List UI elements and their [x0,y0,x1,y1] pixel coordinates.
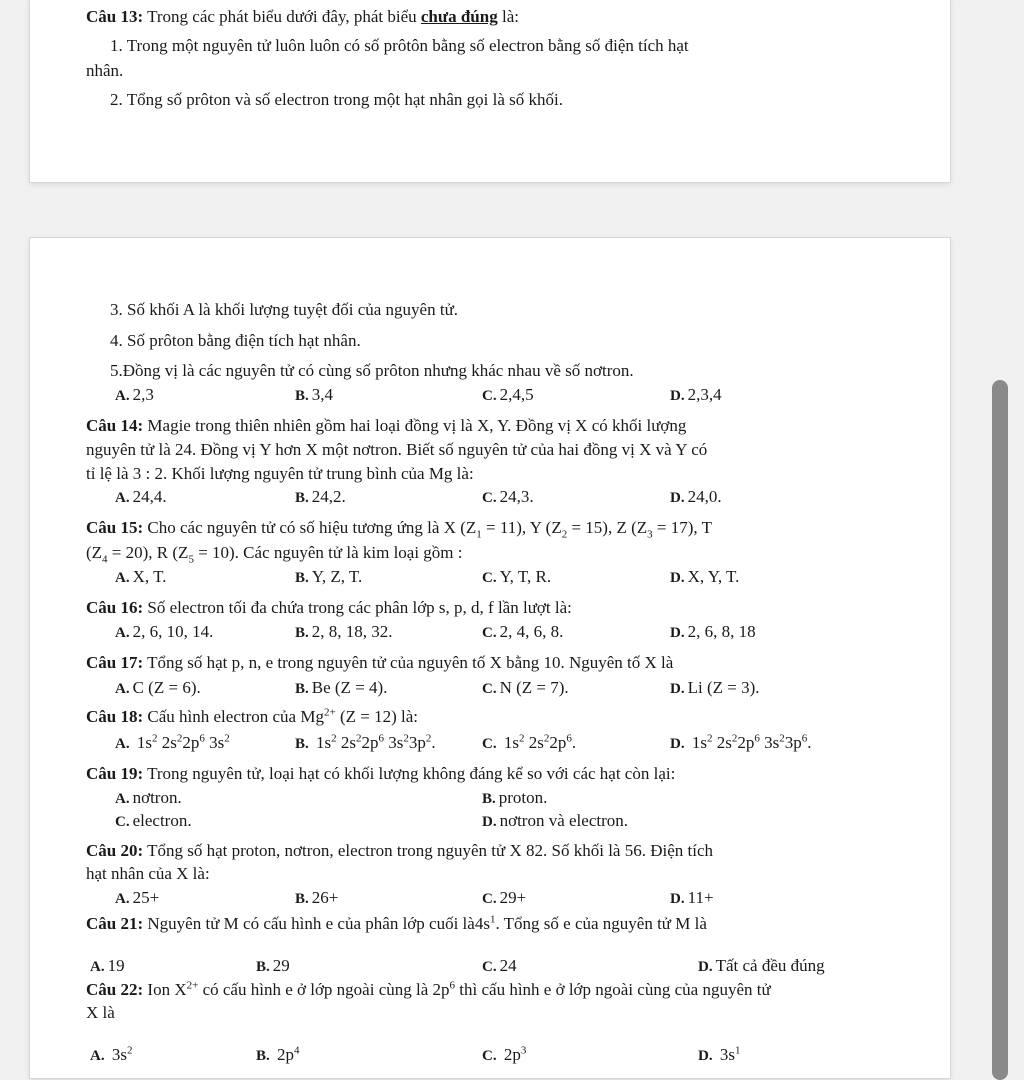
statement-4: 4. Số prôton bằng điện tích hạt nhân. [110,331,361,350]
statement-1: 1. Trong một nguyên tử luôn luôn có số prôtôn bằng số electron bằng số điện tích hạt [110,36,689,55]
option-c: C. 2,4,5 [482,385,534,404]
option-d: D. nơtron và electron. [482,811,629,830]
option-b: B. 24,2. [295,487,346,506]
option-c: C. N (Z = 7). [482,678,569,697]
question-13-stem: Câu 13: Trong các phát biểu dưới đây, phát biểu chưa đúng là: [86,7,519,26]
question-19-stem: Câu 19: Trong nguyên tử, loại hạt có khối lượng không đáng kể so với các hạt còn lại: [86,764,676,783]
statement-1-cont: nhân. [86,61,124,80]
statement-2: 2. Tổng số prôton và số electron trong một hạt nhân gọi là số khối. [110,90,563,109]
question-14-stem: Câu 14: Magie trong thiên nhiên gồm hai loại đồng vị là X, Y. Đồng vị X có khối lượng [86,416,687,435]
option-a: A. 2, 6, 10, 14. [115,622,214,641]
question-22-line-2: X là [86,1003,115,1022]
option-d: D. 2, 6, 8, 18 [670,622,756,641]
option-b: B. 3,4 [295,385,334,404]
question-22-stem: Câu 22: Ion $X^{2+}$ có cấu hình e ở lớp ngoài cùng là $2p^6$ thì cấu hình e ở lớp ngoài cùng của nguyên tử [86,979,771,999]
statement-3: 3. Số khối A là khối lượng tuyệt đối của nguyên tử. [110,300,459,319]
option-b: B. proton. [482,788,548,807]
option-a: A. C (Z = 6). [115,678,201,697]
option-c: C. $1s^2$ $2s^22p^6$. [482,732,577,752]
option-a: A. 19 [90,956,125,975]
question-18-stem: Câu 18: Cấu hình electron của $Mg^{2+}$ (Z = 12) là: [86,706,418,726]
question-20-stem: Câu 20: Tổng số hạt proton, nơtron, electron trong nguyên tử X 82. Số khối là 56. Điện tích [86,841,713,860]
option-d: D. 2,3,4 [670,385,722,404]
question-20-line-2: hạt nhân của X là: [86,864,210,883]
option-b: B. Be (Z = 4). [295,678,388,697]
option-b: B. Y, Z, T. [295,567,363,586]
question-14-line-2: nguyên tử là 24. Đồng vị Y hơn X một nơtron. Biết số nguyên tử của hai đồng vị X và Y có [86,440,708,459]
option-c: C. 29+ [482,888,527,907]
statement-5: 5.Đồng vị là các nguyên tử có cùng số prôton nhưng khác nhau về số nơtron. [110,361,634,380]
option-d: D. Li (Z = 3). [670,678,760,697]
option-c: C. Y, T, R. [482,567,552,586]
option-d: D. $1s^2$ $2s^22p^6$ $3s^23p^6$. [670,732,812,752]
question-14-line-3: tỉ lệ là 3 : 2. Khối lượng nguyên tử trung bình của Mg là: [86,464,474,483]
option-c: C. electron. [115,811,192,830]
option-a: A. 24,4. [115,487,167,506]
option-a: A. $3s^2$ [90,1044,133,1064]
option-c: C. 24 [482,956,517,975]
option-a: A. X, T. [115,567,167,586]
question-15-stem: Câu 15: Cho các nguyên tử có số hiệu tương ứng là X $(Z_1 = 11)$, Y $(Z_2 = 15)$, Z $(Z_3 = 17)$, T [86,518,712,541]
option-b: B. 26+ [295,888,339,907]
option-a: A. 2,3 [115,385,154,404]
emphasis-text: chưa đúng [420,7,498,26]
question-16-stem: Câu 16: Số electron tối đa chứa trong các phân lớp s, p, d, f lần lượt là: [86,598,572,617]
option-c: C. 2, 4, 6, 8. [482,622,564,641]
option-b: B. $2p^4$ [256,1044,300,1064]
question-21-stem: Câu 21: Nguyên tử M có cấu hình e của phân lớp cuối $là4s^1$. Tổng số e của nguyên tử M là [86,913,707,933]
option-b: B. 29 [256,956,290,975]
option-d: D. Tất cả đều đúng [698,956,825,975]
option-b: B. $1s^2$ $2s^22p^6$ $3s^23p^2$. [295,732,436,752]
option-d: D. 24,0. [670,487,722,506]
question-15-line-2: $(Z_4 = 20)$, R $(Z_5 = 10)$. Các nguyên tử là kim loại gồm : [86,543,463,566]
question-17-stem: Câu 17: Tổng số hạt p, n, e trong nguyên tử của nguyên tố X bằng 10. Nguyên tố X là [86,653,674,672]
option-d: D. $3s^1$ [698,1044,741,1064]
option-a: A. nơtron. [115,788,182,807]
option-a: A. $1s^2$ $2s^22p^6$ $3s^2$ [115,732,230,752]
question-13-label: Câu 13: [86,7,144,26]
vertical-scrollbar-thumb[interactable] [992,380,1008,1080]
option-b: B. 2, 8, 18, 32. [295,622,393,641]
document-page-2 [30,238,950,1078]
option-d: D. 11+ [670,888,714,907]
document-page-1 [30,0,950,182]
option-d: D. X, Y, T. [670,567,740,586]
option-c: C. $2p^3$ [482,1044,527,1064]
option-a: A. 25+ [115,888,160,907]
option-c: C. 24,3. [482,487,534,506]
